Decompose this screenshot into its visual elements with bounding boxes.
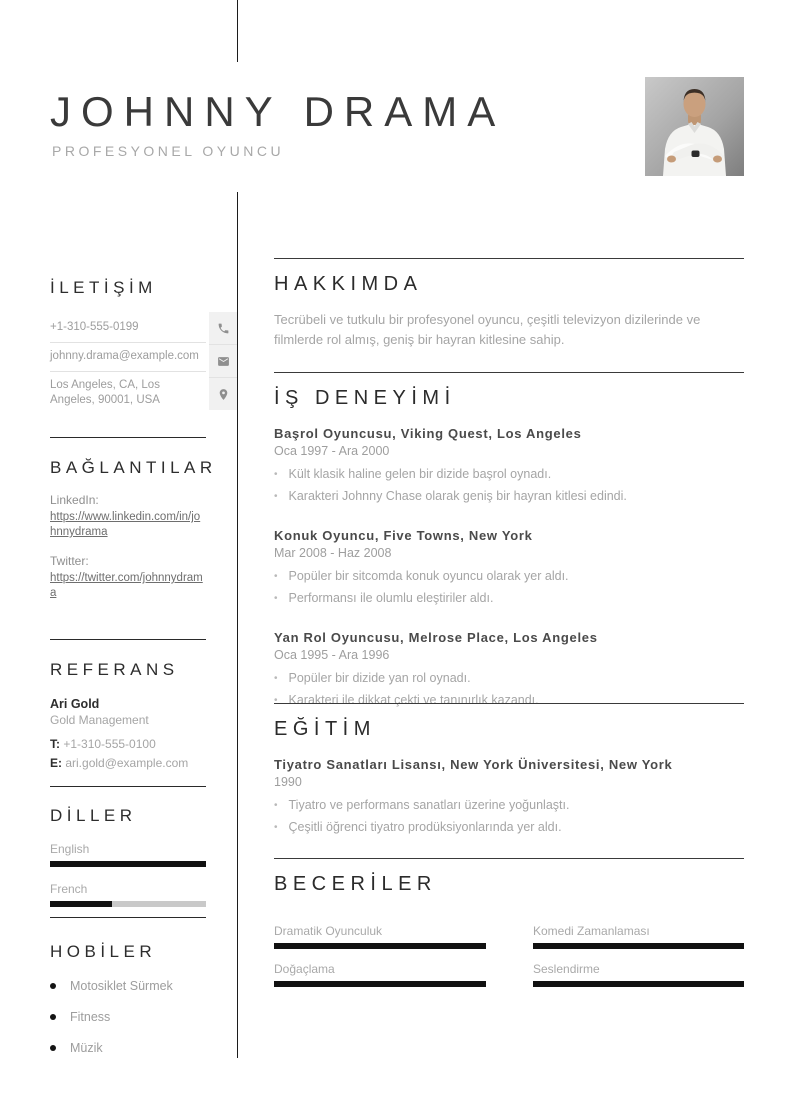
job-dates: Mar 2008 - Haz 2008 [274,546,392,560]
page-title: JOHNNY DRAMA [50,88,506,135]
job-bullet: • Kült klasik haline gelen bir dizide başrol oynadı. [274,467,744,482]
reference-email-address: ari.gold@example.com [65,756,189,771]
skill-level-bar [274,943,486,949]
skill-item [533,924,744,949]
language-item [50,842,206,867]
twitter-link[interactable]: https://twitter.com/johnnydrama [50,572,203,600]
email-prefix-label: E: [50,756,62,771]
hobbies-section [50,941,206,1072]
skill-name: Komedi Zamanlaması [533,924,650,938]
hobby-item: Fitness [50,1010,206,1024]
job-entry [274,629,744,708]
section-separator [50,917,206,918]
experience-heading: İŞ DENEYİMİ [274,387,456,409]
language-item [50,882,206,907]
hobby-item: Müzik [50,1041,206,1055]
education-heading: EĞİTİM [274,718,376,740]
link-item-linkedin [50,493,206,540]
contact-email: johnny.drama@example.com [50,343,206,372]
language-name: English [50,842,90,857]
skills-grid [274,924,744,987]
link-label: LinkedIn: [50,493,99,508]
reference-company: Gold Management [50,713,149,728]
column-divider-line [237,192,238,1058]
skill-name: Doğaçlama [274,962,335,976]
hobby-item: Motosiklet Sürmek [50,979,206,993]
job-entry [274,425,744,504]
skill-level-bar [533,981,744,987]
job-bullets [274,467,744,504]
mail-icon [209,345,237,378]
section-separator [50,786,206,787]
job-entry [274,527,744,606]
education-bullets [274,798,744,835]
contact-address: Los Angeles, CA, Los Angeles, 90001, USA [50,379,160,407]
education-bullet: • Çeşitli öğrenci tiyatro prodüksiyonlarında yer aldı. [274,820,744,835]
top-divider-line [237,0,238,62]
skill-level-bar [274,981,486,987]
links-section [50,457,217,601]
job-title: Yan Rol Oyuncusu, Melrose Place, Los Angeles [274,630,598,645]
job-bullet: • Popüler bir dizide yan rol oynadı. [274,671,744,686]
reference-phone [50,737,206,751]
skill-item [274,962,486,987]
location-icon [209,378,237,410]
about-section [274,258,744,350]
reference-section [50,659,206,770]
job-dates: Oca 1995 - Ara 1996 [274,648,390,662]
education-entry [274,756,744,835]
language-level-bar [50,901,206,907]
portrait-illustration [645,77,744,176]
skill-item [274,924,486,949]
contact-rows [50,314,206,415]
job-dates: Oca 1997 - Ara 2000 [274,444,390,458]
reference-phone-number: +1-310-555-0100 [63,737,156,752]
skill-item [533,962,744,987]
section-separator [50,639,206,640]
languages-section [50,805,206,907]
education-title: Tiyatro Sanatları Lisansı, New York Üniversitesi, New York [274,757,673,772]
contact-heading: İLETİŞİM [50,278,157,297]
hobby-list [50,979,206,1055]
education-dates: 1990 [274,775,302,789]
job-title: Başrol Oyuncusu, Viking Quest, Los Angeles [274,426,582,441]
reference-email [50,756,206,770]
contact-icon-strip [209,312,237,410]
job-bullet: • Karakteri Johnny Chase olarak geniş bir hayran kitlesi edindi. [274,489,744,504]
language-name: French [50,882,88,897]
job-bullet: • Karakteri ile dikkat çekti ve tanınırlık kazandı. [274,693,744,708]
skill-level-bar [533,943,744,949]
education-section [274,703,744,842]
education-bullet: • Tiyatro ve performans sanatları üzerine yoğunlaştı. [274,798,744,813]
about-text: Tecrübeli ve tutkulu bir profesyonel oyuncu, çeşitli televizyon dizilerinde ve filmlerde rol almış, geniş bir hayran kitlesine sahip. [274,312,701,347]
about-heading: HAKKIMDA [274,273,423,295]
reference-heading: REFERANS [50,660,179,679]
reference-name: Ari Gold [50,697,100,712]
linkedin-link[interactable]: https://www.linkedin.com/in/johnnydrama [50,511,201,539]
contact-phone: +1-310-555-0199 [50,314,206,343]
page-subtitle: PROFESYONEL OYUNCU [52,143,285,159]
profile-photo [645,77,744,176]
link-label: Twitter: [50,554,89,569]
skills-heading: BECERİLER [274,873,437,895]
skill-name: Seslendirme [533,962,600,976]
hobbies-heading: HOBİLER [50,942,157,961]
phone-icon [209,312,237,345]
languages-heading: DİLLER [50,806,137,825]
job-title: Konuk Oyuncu, Five Towns, New York [274,528,533,543]
section-separator [50,437,206,438]
skill-name: Dramatik Oyunculuk [274,924,383,938]
link-item-twitter [50,554,206,601]
links-heading: BAĞLANTILAR [50,458,217,477]
job-bullet: • Popüler bir sitcomda konuk oyuncu olarak yer aldı. [274,569,744,584]
skills-section [274,858,744,987]
language-level-bar [50,861,206,867]
job-bullet: • Performansı ile olumlu eleştiriler aldı. [274,591,744,606]
phone-prefix-label: T: [50,737,60,752]
experience-section [274,372,744,715]
job-bullets [274,569,744,606]
contact-section [50,277,206,415]
